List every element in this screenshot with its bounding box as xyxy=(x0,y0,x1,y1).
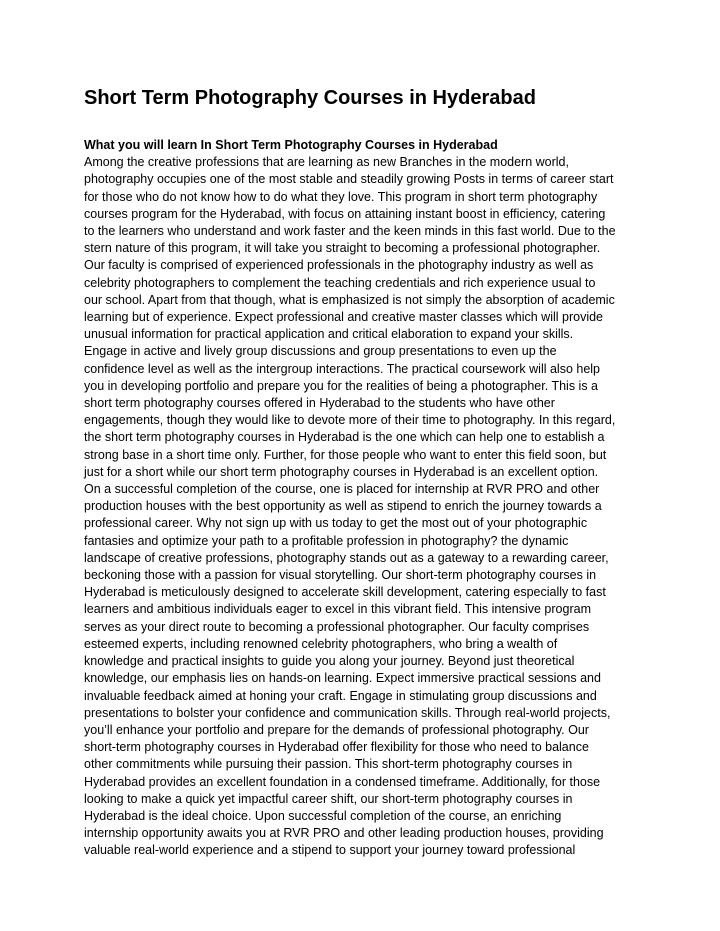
body-text-line: production houses with the best opportunity as well as stipend to enrich the journey towards a xyxy=(84,499,602,514)
body-text-line: the short term photography courses in Hyderabad is the one which can help one to establish a xyxy=(84,430,605,445)
document-page xyxy=(84,86,644,860)
body-text-line: looking to make a quick yet impactful career shift, our short-term photography courses in xyxy=(84,791,573,806)
body-text-line: short term photography courses offered in Hyderabad to the students who have other xyxy=(84,396,555,411)
body-text-line: engagements, though they would like to devote more of their time to photography. In this regard, xyxy=(84,413,616,428)
body-text-line: On a successful completion of the course, one is placed for internship at RVR PRO and other xyxy=(84,482,600,497)
body-text-line: short-term photography courses in Hyderabad offer flexibility for those who need to balance xyxy=(84,740,589,755)
body-text-line: fantasies and optimize your path to a profitable profession in photography? the dynamic xyxy=(84,533,569,548)
body-text-line: serves as your direct route to becoming a professional photographer. Our faculty comprises xyxy=(84,619,590,634)
body-text-line: Our faculty is comprised of experienced professionals in the photography industry as well as xyxy=(84,258,594,273)
body-text-line: other commitments while pursuing their passion. This short-term photography courses in xyxy=(84,757,573,772)
body-text-line: professional career. Why not sign up with us today to get the most out of your photographic xyxy=(84,516,588,531)
body-text-line: valuable real-world experience and a stipend to support your journey toward professional xyxy=(84,843,576,858)
body-text-line: beckoning those with a passion for visual storytelling. Our short-term photography courses in xyxy=(84,568,597,583)
body-text-line: Engage in active and lively group discussions and group presentations to even up the xyxy=(84,344,557,359)
body-text-line: for those who do not know how to do what they love. This program in short term photography xyxy=(84,189,598,204)
body-text-line: Hyderabad provides an excellent foundation in a condensed timeframe. Additionally, for those xyxy=(84,774,601,789)
body-text-line: you in developing portfolio and prepare you for the realities of being a photographer. This is a xyxy=(84,378,598,393)
body-text-line: stern nature of this program, it will take you straight to becoming a professional photographer. xyxy=(84,241,601,256)
body-text-line: unusual information for practical application and critical elaboration to expand your skills. xyxy=(84,327,574,342)
body-text-line: to the learners who understand and work faster and the keen minds in this fast world. Due to the xyxy=(84,224,616,239)
body-text-line: Hyderabad is meticulously designed to accelerate skill development, catering especially to fast xyxy=(84,585,606,600)
body-text-line: Among the creative professions that are learning as new Branches in the modern world, xyxy=(84,155,569,170)
body-text-line: landscape of creative professions, photography stands out as a gateway to a rewarding career, xyxy=(84,550,609,565)
body-text-line: presentations to bolster your confidence and communication skills. Through real-world projects, xyxy=(84,705,611,720)
page-title: Short Term Photography Courses in Hyderabad xyxy=(84,87,536,109)
body-text-line: learning but of experience. Expect professional and creative master classes which will provide xyxy=(84,310,604,325)
body-text-line: knowledge and practical insights to guide you along your journey. Beyond just theoretical xyxy=(84,654,575,669)
body-text-line: invaluable feedback aimed at honing your craft. Engage in stimulating group discussions and xyxy=(84,688,597,703)
body-text-line: celebrity photographers to complement the teaching credentials and rich experience usual to xyxy=(84,275,596,290)
body-text-line: courses program for the Hyderabad, with focus on attaining instant boost in efficiency, catering xyxy=(84,206,606,221)
body-text-line: photography occupies one of the most stable and steadily growing Posts in terms of career start xyxy=(84,172,614,187)
body-text-line: just for a short while our short term photography courses in Hyderabad is an excellent option. xyxy=(84,464,599,479)
body-text-line: you’ll enhance your portfolio and prepare for the demands of professional photography. Our xyxy=(84,722,589,737)
body-text-line: our school. Apart from that though, what is emphasized is not simply the absorption of academic xyxy=(84,292,615,307)
body-text-line: knowledge, our emphasis lies on hands-on learning. Expect immersive practical sessions and xyxy=(84,671,601,686)
body-text-line: Hyderabad is the ideal choice. Upon successful completion of the course, an enriching xyxy=(84,808,562,823)
body-text-line: confidence level as well as the intergroup interactions. The practical coursework will also help xyxy=(84,361,601,376)
body-text-line: esteemed experts, including renowned celebrity photographers, who bring a wealth of xyxy=(84,636,558,651)
body-text-line: internship opportunity awaits you at RVR PRO and other leading production houses, providing xyxy=(84,826,604,841)
body-text-line: learners and ambitious individuals eager to excel in this vibrant field. This intensive program xyxy=(84,602,591,617)
body-text-line: strong base in a short time only. Further, for those people who want to enter this field soon, but xyxy=(84,447,607,462)
section-heading: What you will learn In Short Term Photography Courses in Hyderabad xyxy=(84,138,498,152)
body-text xyxy=(84,154,644,859)
